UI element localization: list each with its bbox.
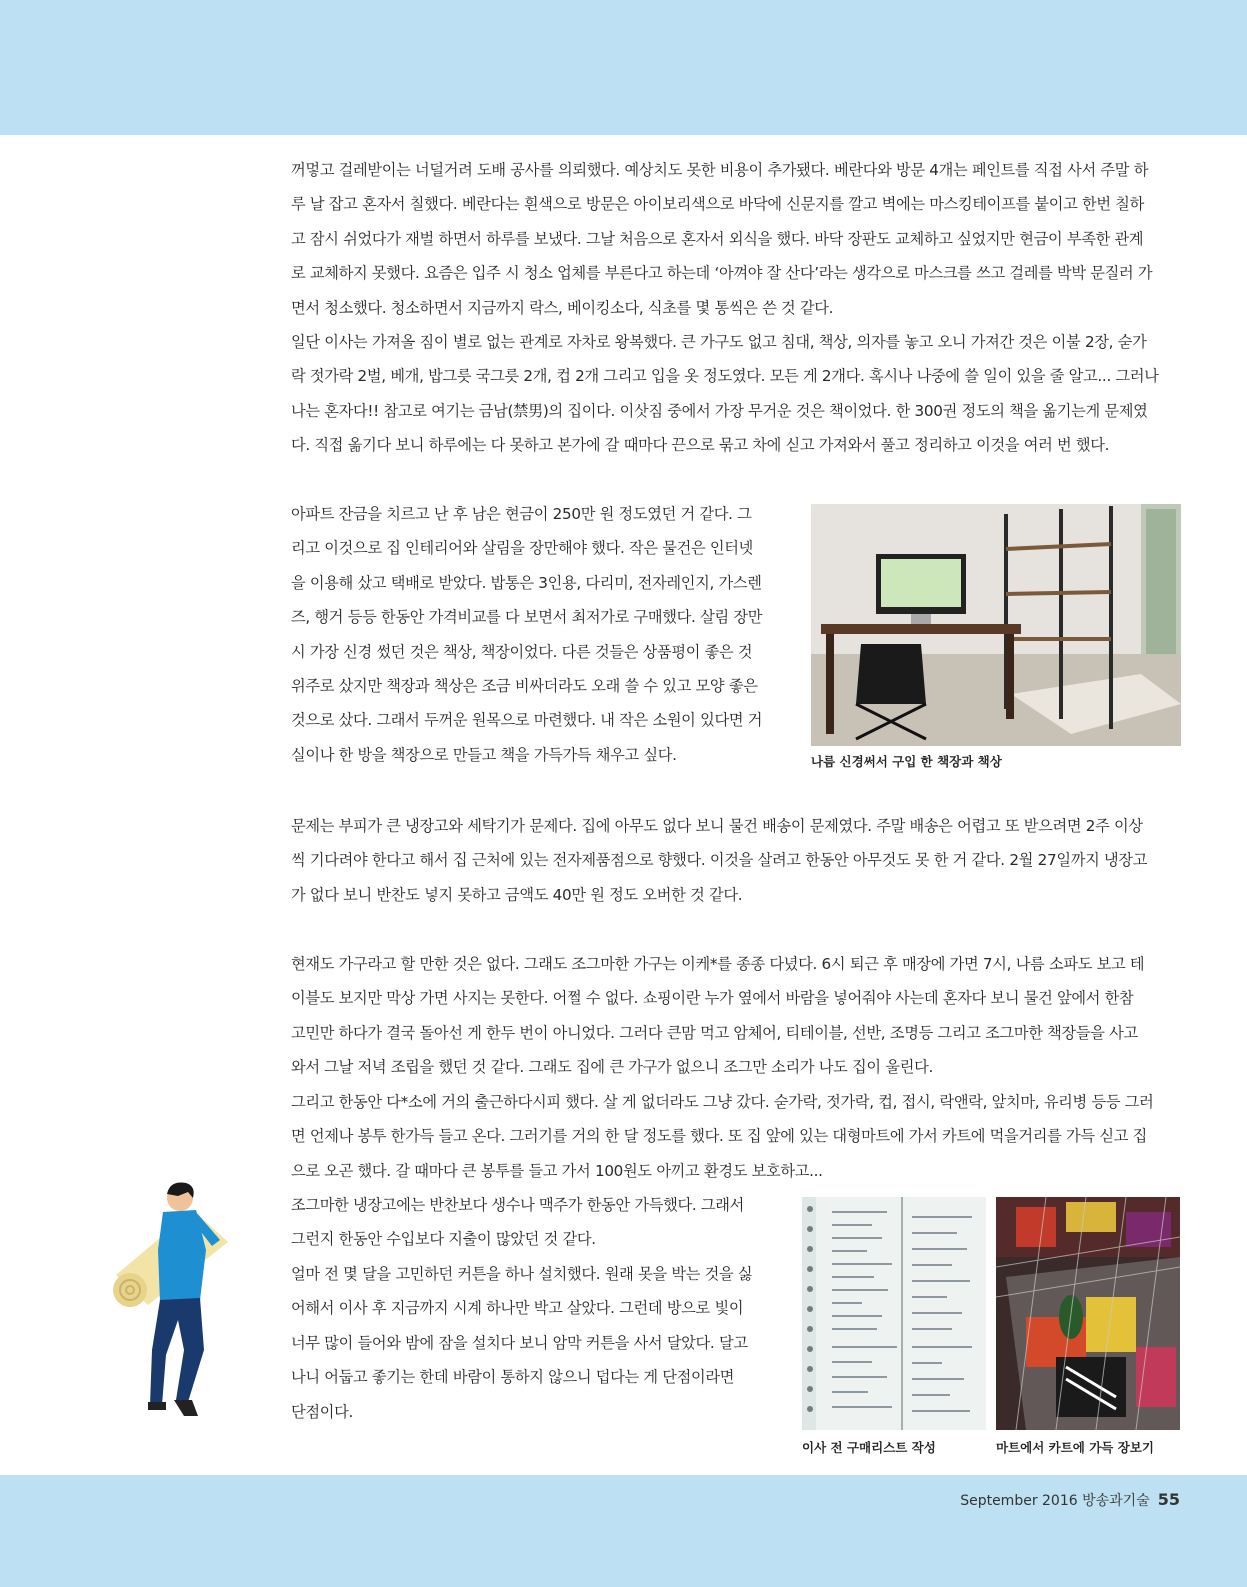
paragraph-3 bbox=[291, 497, 791, 772]
text-line: 아파트 잔금을 치르고 난 후 남은 현금이 250만 원 정도였던 거 같다. 그 bbox=[291, 505, 752, 523]
paragraph-4 bbox=[291, 809, 1181, 912]
paragraph-6 bbox=[291, 1085, 1181, 1188]
text-line: 꺼멓고 걸레받이는 너덜거려 도배 공사를 의뢰했다. 예상치도 못한 비용이 추가됐다. 베란다와 방문 4개는 페인트를 직접 사서 주말 하 bbox=[291, 161, 1149, 179]
text-line: 그리고 한동안 다*소에 거의 출근하다시피 했다. 살 게 없더라도 그냥 갔다. 숟가락, 젓가락, 컵, 접시, 락앤락, 앞치마, 유리병 등등 그러 bbox=[291, 1093, 1154, 1111]
paragraph-1 bbox=[291, 153, 1181, 325]
shopping-list-caption: 이사 전 구매리스트 작성 bbox=[802, 1440, 936, 1455]
text-line: 어해서 이사 후 지금까지 시계 하나만 박고 살았다. 그런데 방으로 빛이 bbox=[291, 1299, 744, 1318]
text-line: 면 언제나 봉투 한가득 들고 온다. 그러기를 거의 한 달 정도를 했다. 또 집 앞에 있는 대형마트에 가서 카트에 먹을거리를 가득 싣고 집 bbox=[291, 1127, 1147, 1146]
header-band bbox=[0, 0, 1247, 135]
paragraph-8 bbox=[291, 1257, 791, 1429]
text-line: 로 교체하지 못했다. 요즘은 입주 시 청소 업체를 부른다고 하는데 ‘아껴야 잘 산다’라는 생각으로 마스크를 쓰고 걸레를 박박 문질러 가 bbox=[291, 264, 1153, 283]
text-line: 리고 이것으로 집 인테리어와 살림을 장만해야 했다. 작은 물건은 인터넷 bbox=[291, 539, 754, 558]
text-line: 나니 어둡고 좋기는 한데 바람이 통하지 않으니 덥다는 게 단점이라면 bbox=[291, 1368, 735, 1387]
desk-photo-caption: 나름 신경써서 구입 한 책장과 책상 bbox=[811, 754, 1002, 769]
shopping-list-image bbox=[802, 1197, 986, 1430]
text-line: 을 이용해 샀고 택배로 받았다. 밥통은 3인용, 다리미, 전자레인지, 가스렌 bbox=[291, 573, 762, 592]
text-line: 즈, 행거 등등 한동안 가격비교를 다 보면서 최저가로 구매했다. 살림 장만 bbox=[291, 608, 763, 627]
text-line: 현재도 가구라고 할 만한 것은 없다. 그래도 조그마한 가구는 이케*를 종종 다녔다. 6시 퇴근 후 매장에 가면 7시, 나름 소파도 보고 테 bbox=[291, 955, 1145, 973]
paragraph-2 bbox=[291, 325, 1181, 463]
text-line: 이블도 보지만 막상 가면 사지는 못한다. 어쩔 수 없다. 쇼핑이란 누가 옆에서 바람을 넣어줘야 사는데 혼자다 보니 물건 앞에서 한참 bbox=[291, 989, 1134, 1008]
text-line: 것으로 샀다. 그래서 두꺼운 원목으로 마련했다. 내 작은 소원이 있다면 거 bbox=[291, 711, 763, 730]
paragraph-7 bbox=[291, 1188, 791, 1257]
text-line: 고민만 하다가 결국 돌아선 게 한두 번이 아니었다. 그러다 큰맘 먹고 암체어, 티테이블, 선반, 조명등 그리고 조그마한 책장들을 사고 bbox=[291, 1023, 1138, 1042]
text-line: 루 날 잡고 혼자서 칠했다. 베란다는 흰색으로 방문은 아이보리색으로 바닥에 신문지를 깔고 벽에는 마스킹테이프를 붙이고 한번 칠하 bbox=[291, 195, 1145, 214]
desk-photo-image bbox=[811, 504, 1181, 746]
shopping-cart-photo bbox=[996, 1197, 1180, 1430]
shopping-list-photo bbox=[802, 1197, 986, 1430]
text-line: 다. 직접 옮기다 보니 하루에는 다 못하고 본가에 갈 때마다 끈으로 묶고 차에 싣고 가져와서 풀고 정리하고 이것을 여러 번 했다. bbox=[291, 436, 1110, 455]
text-line: 으로 오곤 했다. 갈 때마다 큰 봉투를 들고 가서 100원도 아끼고 환경도 보호하고... bbox=[291, 1161, 823, 1180]
page-number: 55 bbox=[1157, 1490, 1180, 1509]
text-line: 고 잠시 쉬었다가 재벌 하면서 하루를 보냈다. 그날 처음으로 혼자서 외식을 했다. 바닥 장판도 교체하고 싶었지만 현금이 부족한 관계 bbox=[291, 229, 1144, 248]
text-line: 조그마한 냉장고에는 반찬보다 생수나 맥주가 한동안 가득했다. 그래서 bbox=[291, 1196, 744, 1214]
footer bbox=[960, 1490, 1180, 1510]
text-line: 씩 기다려야 한다고 해서 집 근처에 있는 전자제품점으로 향했다. 이것을 살려고 한동안 아무것도 못 한 거 같다. 2월 27일까지 냉장고 bbox=[291, 851, 1148, 870]
text-line: 얼마 전 몇 달을 고민하던 커튼을 하나 설치했다. 원래 못을 박는 것을 싫 bbox=[291, 1265, 753, 1283]
text-line: 나는 혼자다!! 참고로 여기는 금남(禁男)의 집이다. 이삿짐 중에서 가장 무거운 것은 책이었다. 한 300권 정도의 책을 옮기는게 문제였 bbox=[291, 401, 1148, 420]
text-line: 시 가장 신경 썼던 것은 책상, 책장이었다. 다른 것들은 상품평이 좋은 것 bbox=[291, 642, 753, 661]
text-line: 문제는 부피가 큰 냉장고와 세탁기가 문제다. 집에 아무도 없다 보니 물건 배송이 문제였다. 주말 배송은 어렵고 또 받으려면 2주 이상 bbox=[291, 817, 1143, 835]
text-line: 실이나 한 방을 책장으로 만들고 책을 가득가득 채우고 싶다. bbox=[291, 745, 677, 764]
moving-person-illustration bbox=[108, 1180, 248, 1420]
text-line: 위주로 샀지만 책장과 책상은 조금 비싸더라도 오래 쓸 수 있고 모양 좋은 bbox=[291, 677, 758, 696]
desk-photo bbox=[811, 504, 1181, 746]
person-carrying-mat-icon bbox=[108, 1180, 248, 1420]
text-line: 면서 청소했다. 청소하면서 지금까지 락스, 베이킹소다, 식초를 몇 통씩은 쓴 것 같다. bbox=[291, 298, 834, 317]
text-line: 락 젓가락 2벌, 베개, 밥그릇 국그릇 2개, 컵 2개 그리고 입을 옷 정도였다. 모든 게 2개다. 혹시나 나중에 쓸 일이 있을 줄 알고... 그러나 bbox=[291, 367, 1159, 386]
text-line: 단점이다. bbox=[291, 1402, 354, 1421]
text-line: 그런지 한동안 수입보다 지출이 많았던 것 같다. bbox=[291, 1230, 596, 1249]
paragraph-5 bbox=[291, 947, 1181, 1085]
issue-label: September 2016 방송과기술 bbox=[960, 1493, 1150, 1509]
shopping-cart-caption: 마트에서 카트에 가득 장보기 bbox=[996, 1440, 1154, 1455]
text-line: 너무 많이 들어와 밤에 잠을 설치다 보니 암막 커튼을 사서 달았다. 달고 bbox=[291, 1333, 748, 1352]
text-line: 와서 그날 저녁 조립을 했던 것 같다. 그래도 집에 큰 가구가 없으니 조그만 소리가 나도 집이 울린다. bbox=[291, 1058, 933, 1077]
text-line: 가 없다 보니 반찬도 넣지 못하고 금액도 40만 원 정도 오버한 것 같다. bbox=[291, 885, 743, 904]
shopping-cart-image bbox=[996, 1197, 1180, 1430]
text-line: 일단 이사는 가져올 짐이 별로 없는 관계로 자차로 왕복했다. 큰 가구도 없고 침대, 책상, 의자를 놓고 오니 가져간 것은 이불 2장, 숟가 bbox=[291, 333, 1147, 351]
